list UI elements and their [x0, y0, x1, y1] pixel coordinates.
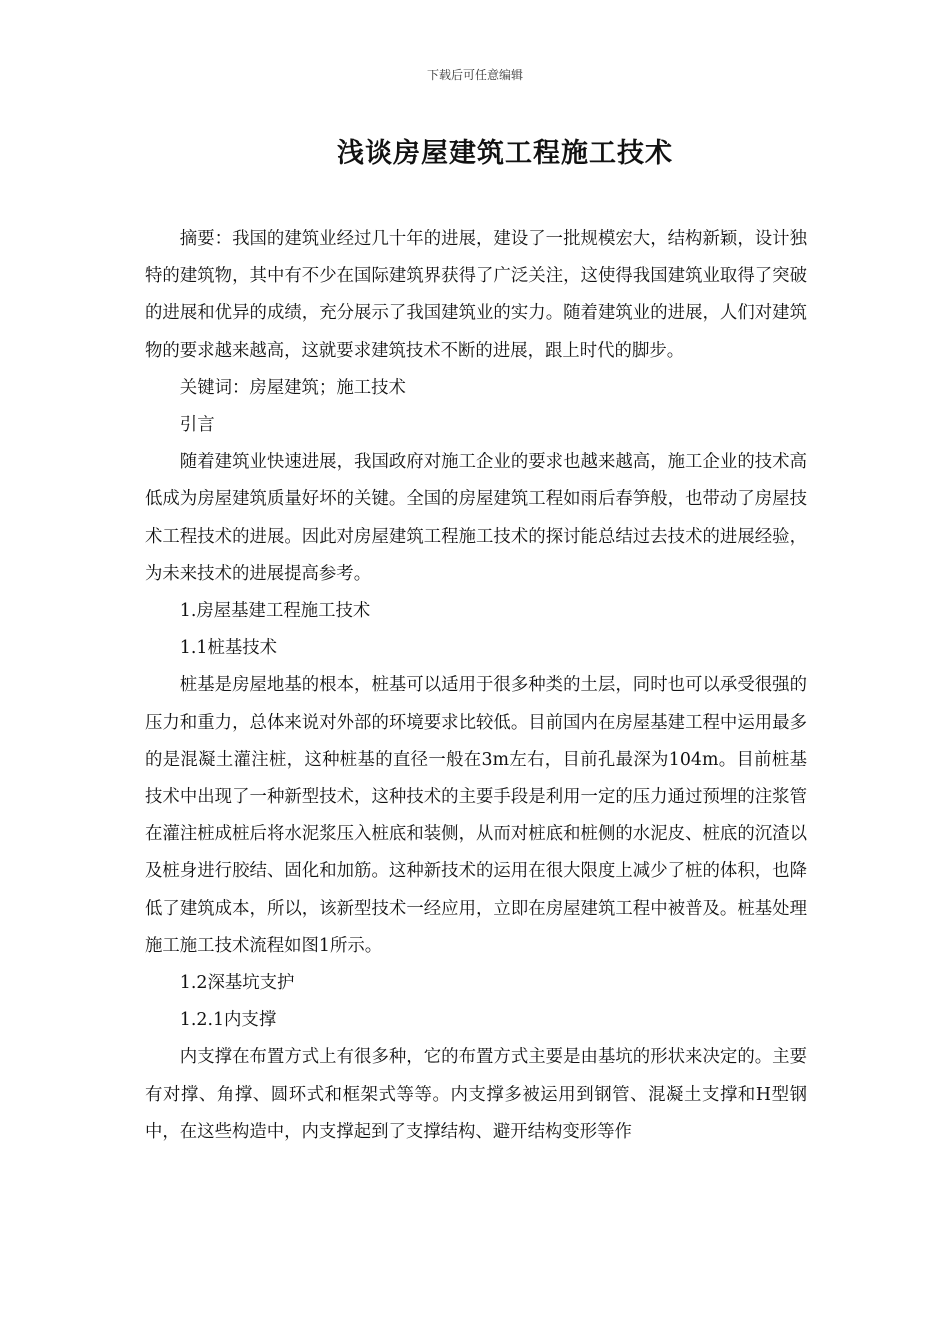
header-note: 下载后可任意编辑: [426, 68, 523, 82]
keywords-line: 关键词：房屋建筑；施工技术: [179, 377, 406, 398]
section-1-2-heading: 1.2深基坑支护: [179, 973, 295, 994]
section-1-heading: 1.房屋基建工程施工技术: [179, 601, 371, 622]
intro-paragraph: 随着建筑业快速进展，我国政府对施工企业的要求也越来越高，施工企业的技术高低成为房屋建筑质量好坏的关键。全国的房屋建筑工程如雨后春笋般，也带动了房屋技术工程技术的进展。因此对房屋建筑工程施工技术的探讨能总结过去技术的进展经验，为未来技术的进展提高参考。: [145, 452, 807, 584]
intro-heading: 引言: [179, 415, 215, 436]
section-1-1-paragraph: 桩基是房屋地基的根本，桩基可以适用于很多种类的土层，同时也可以承受很强的压力和重力，总体来说对外部的环境要求比较低。目前国内在房屋基建工程中运用最多的是混凝土灌注桩，这种桩基的直径一般在3m左右，目前孔最深为104m。目前桩基技术中出现了一种新型技术，这种技术的主要手段是利用一定的压力通过预埋的注浆管在灌注桩成桩后将水泥浆压入桩底和装侧，从而对桩底和桩侧的水泥皮、桩底的沉渣以及桩身进行胶结、固化和加筋。这种新技术的运用在很大限度上减少了桩的体积，也降低了建筑成本，所以，该新型技术一经应用，立即在房屋建筑工程中被普及。桩基处理施工施工技术流程如图1所示。: [145, 675, 807, 956]
abstract-paragraph: 摘要：我国的建筑业经过几十年的进展，建设了一批规模宏大，结构新颖，设计独特的建筑物，其中有不少在国际建筑界获得了广泛关注，这使得我国建筑业取得了突破的进展和优异的成绩，充分展示了我国建筑业的实力。随着建筑业的进展，人们对建筑物的要求越来越高，这就要求建筑技术不断的进展，跟上时代的脚步。: [145, 229, 807, 361]
section-1-2-1-heading: 1.2.1内支撑: [179, 1010, 277, 1031]
section-1-1-heading: 1.1桩基技术: [179, 638, 278, 659]
document-body: [145, 221, 807, 1151]
document-title: 浅谈房屋建筑工程施工技术: [337, 138, 673, 169]
section-1-2-1-paragraph: 内支撑在布置方式上有很多种，它的布置方式主要是由基坑的形状来决定的。主要有对撑、角撑、圆环式和框架式等等。内支撑多被运用到钢管、混凝土支撑和H型钢中，在这些构造中，内支撑起到了支撑结构、避开结构变形等作: [145, 1047, 807, 1142]
